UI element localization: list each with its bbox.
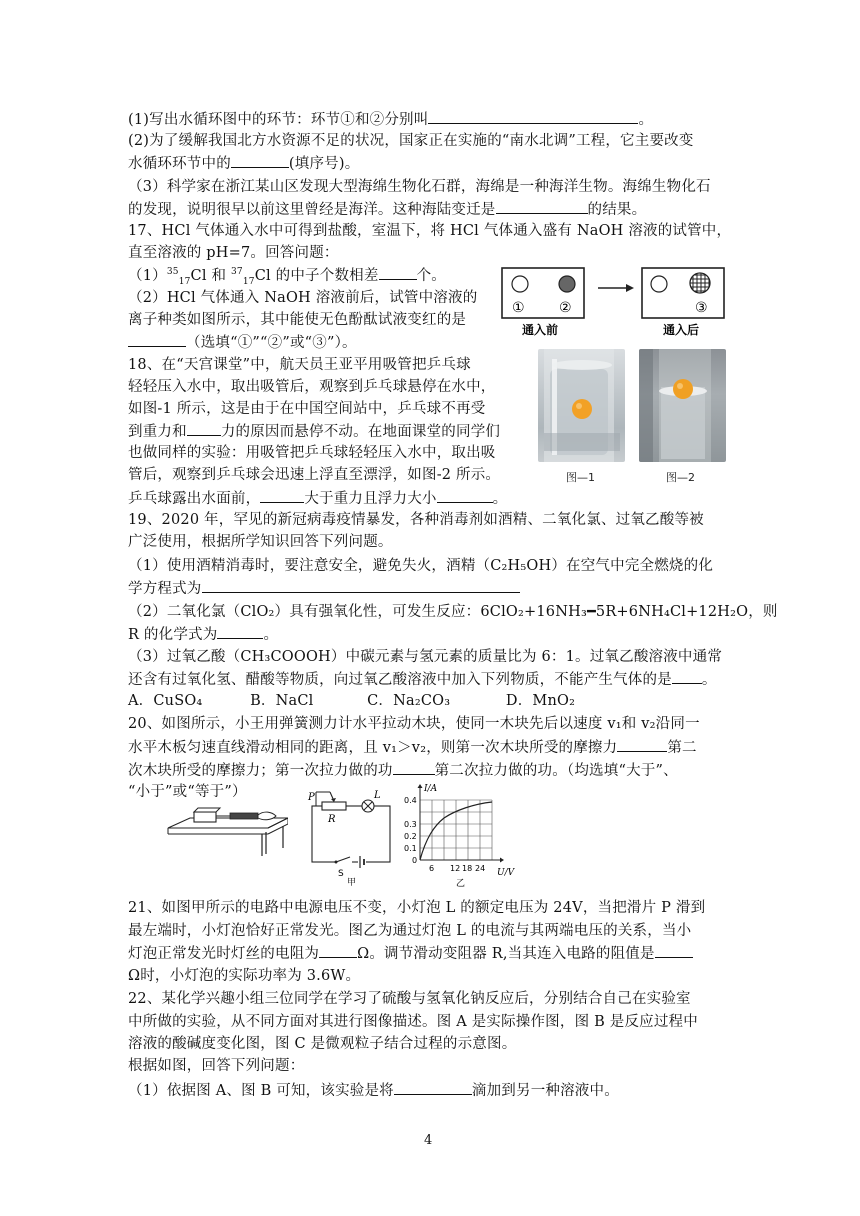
- q20-line2: 水平木板匀速直线滑动相同的距离，且 v₁＞v₂，则第一次木块所受的摩擦力 第二: [128, 737, 697, 758]
- hand-icon: [258, 812, 276, 820]
- y-tick-0: 0: [412, 856, 418, 865]
- photo-1-caption: 图—1: [566, 471, 595, 484]
- iu-graph: [404, 782, 516, 890]
- q19-part1-line1: （1）使用酒精消毒时，要注意安全，避免失火，酒精（C₂H₅OH）在空气中完全燃烧的化: [128, 558, 714, 574]
- label-ion-2: ②: [559, 300, 572, 316]
- q20-line4: “小于”或“等于”）: [128, 784, 247, 800]
- label-l: L: [374, 790, 381, 801]
- q19-line1: 19、2020 年，罕见的新冠病毒疫情暴发，各种消毒剂如酒精、二氧化氯、过氧乙酸等被: [128, 512, 704, 528]
- q19-part2-line1: （2）二氧化氯（ClO₂）具有强氧化性，可发生反应：6ClO₂+16NH₃━5R+6NH₄Cl+12H₂O，则: [128, 604, 778, 620]
- q22-line3: 溶液的酸碱度变化图，图 C 是微观粒子结合过程的示意图。: [128, 1036, 517, 1052]
- q16-part2-line1: (2)为了缓解我国北方水资源不足的状况，国家正在实施的“南水北调”工程，它主要改变: [128, 133, 694, 149]
- x-tick-12: 12: [450, 864, 461, 873]
- q22-line1: 22、某化学兴趣小组三位同学在学习了硫酸与氢氧化钠反应后，分别结合自己在实验室: [128, 991, 691, 1007]
- q18-line7: 乒乓球露出水面前， 大于重力且浮力大小 。: [128, 488, 507, 509]
- ion-1-circle: [512, 276, 528, 292]
- ping-pong-ball-2: [673, 379, 693, 399]
- label-s: S: [338, 869, 344, 879]
- q21-line1: 21、如图甲所示的电路中电源电压不变，小灯泡 L 的额定电压为 24V，当把滑片 P 滑到: [128, 900, 706, 916]
- ion-1-after-circle: [651, 276, 667, 292]
- q18-line4: 到重力和 力的原因而悬停不动。在地面课堂的同学们: [128, 421, 500, 442]
- page-number: 4: [424, 1133, 433, 1148]
- q16-part3-line2: 的发现，说明很早以前这里曾经是海洋。这种海陆变迁是 的结果。: [128, 199, 646, 220]
- q16-part3-line1: （3）科学家在浙江某山区发现大型海绵生物化石群，海绵是一种海洋生物。海绵生物化石: [128, 179, 711, 195]
- option-b: B．NaCl: [250, 693, 314, 709]
- option-c: C．Na₂CO₃: [367, 693, 451, 709]
- q18-line1: 18、在“天宫课堂”中，航天员王亚平用吸管把乒乓球: [128, 357, 471, 373]
- caption-after: 通入后: [663, 323, 700, 337]
- spring-balance: [230, 813, 258, 819]
- y-tick-0.4: 0.4: [404, 796, 417, 805]
- q22-line2: 中所做的实验，从不同方面对其进行图像描述。图 A 是实际操作图，图 B 是反应过程中: [128, 1014, 698, 1030]
- q19-options: [128, 691, 575, 711]
- y-tick-0.3: 0.3: [404, 820, 417, 829]
- circuit-diagram: [300, 788, 400, 886]
- q22-line4: 根据如图，回答下列问题：: [128, 1058, 305, 1074]
- ping-pong-ball-1: [572, 399, 592, 419]
- q19-line2: 广泛使用，根据所学知识回答下列问题。: [128, 534, 393, 550]
- q17-part2-line2: 离子种类如图所示，其中能使无色酚酞试液变红的是: [128, 312, 467, 328]
- label-r: R: [328, 814, 336, 825]
- q17-part2-line1: （2）HCl 气体通入 NaOH 溶液前后，试管中溶液的: [128, 290, 478, 306]
- option-d: D．MnO₂: [505, 693, 576, 709]
- spring-balance-diagram: [160, 806, 288, 858]
- caption-before: 通入前: [522, 323, 559, 337]
- q20-line3: 次木块所受的摩擦力；第一次拉力做的功 第二次拉力做的功。（均选填“大于”、: [128, 760, 678, 781]
- q22-part1: （1）依据图 A、图 B 可知，该实验是将 滴加到另一种溶液中。: [128, 1080, 619, 1101]
- q17-stem-line1: 17、HCl 气体通入水中可得到盐酸，室温下，将 HCl 气体通入盛有 NaOH 溶液的试管中，: [128, 223, 732, 239]
- y-tick-0.2: 0.2: [404, 832, 417, 841]
- q17-stem-line2: 直至溶液的 pH=7。回答问题：: [128, 245, 339, 261]
- q18-line3: 如图-1 所示，这是由于在中国空间站中，乒乓球不再受: [128, 401, 486, 417]
- q20-line1: 20、如图所示，小王用弹簧测力计水平拉动木块，使同一木块先后以速度 v₁和 v₂沿同一: [128, 716, 700, 732]
- q17-part1: $(1)^{35}_{17}Cl$ 和 $^{37}_{17}$Cl 的中子个数相差 个。: [128, 265, 446, 286]
- q18-line2: 轻轻压入水中，取出吸管后，观察到乒乓球悬停在水中，: [128, 379, 496, 395]
- x-tick-18: 18: [462, 864, 473, 873]
- photo-2-caption: 图—2: [666, 471, 695, 484]
- label-p: P: [308, 792, 315, 803]
- after-box: [642, 268, 724, 318]
- label-ion-1: ①: [512, 300, 525, 316]
- wooden-block: [194, 812, 216, 822]
- label-ion-3: ③: [695, 300, 708, 316]
- q19-part1-line2: 学方程式为: [128, 578, 520, 599]
- q19-part3-line2: 还含有过氧化氢、醋酸等物质，向过氧乙酸溶液中加入下列物质，不能产生气体的是 。: [128, 669, 717, 690]
- option-a: A．CuSO₄: [128, 693, 203, 709]
- ion-3-grid-circle: [689, 272, 711, 294]
- rheostat-r: [322, 802, 346, 810]
- x-tick-6: 6: [429, 864, 435, 873]
- q16-part1: (1)写出水循环图中的环节：环节①和②分别叫 。: [128, 109, 653, 130]
- q18-line5: 也做同样的实验：用吸管把乒乓球轻轻压入水中，取出吸: [128, 445, 496, 461]
- ion-2-circle: [559, 276, 575, 292]
- q21-line4: Ω时，小灯泡的实际功率为 3.6W。: [128, 968, 361, 984]
- x-tick-24: 24: [475, 864, 486, 873]
- q19-part2-line2: R 的化学式为 。: [128, 624, 278, 645]
- ion-diagram: [500, 266, 728, 338]
- q16-part2-line2: 水循环环节中的 (填序号)。: [128, 153, 359, 174]
- x-axis-label: U/V: [497, 868, 515, 878]
- q19-part3-line1: （3）过氧乙酸（CH₃COOOH）中碳元素与氢元素的质量比为 6：1。过氧乙酸溶液中通常: [128, 649, 723, 665]
- photo-ping-pong-space: [538, 349, 625, 462]
- y-axis-label: I/A: [424, 784, 438, 794]
- q17-part2-line3: （选填“①”“②”或“③”）。: [128, 332, 357, 353]
- q21-line2: 最左端时，小灯泡恰好正常发光。图乙为通过灯泡 L 的电流与其两端电压的关系，当小: [128, 923, 692, 939]
- circuit-caption: 甲: [347, 878, 357, 886]
- photo-ping-pong-ground: [639, 349, 726, 462]
- graph-grid: [420, 800, 492, 860]
- q18-line6: 管后，观察到乒乓球会迅速上浮直至漂浮，如图-2 所示。: [128, 467, 501, 483]
- arrow-head: [626, 284, 634, 292]
- y-tick-0.1: 0.1: [404, 844, 417, 853]
- graph-caption: 乙: [456, 879, 466, 889]
- q21-line3: 灯泡正常发光时灯丝的电阻为 Ω。调节滑动变阻器 R,当其连入电路的阻值是: [128, 943, 693, 964]
